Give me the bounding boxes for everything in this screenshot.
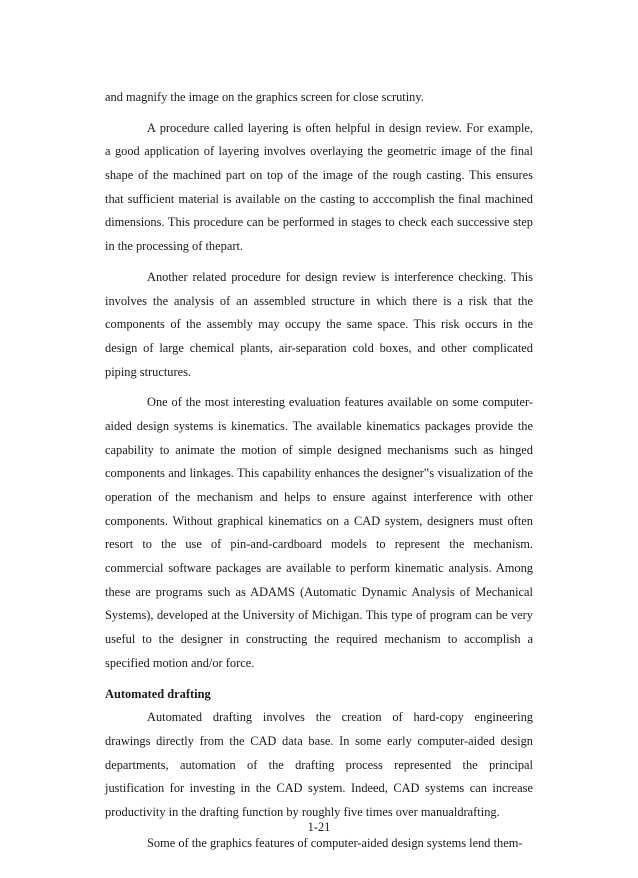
text-line: piping structures. bbox=[105, 364, 192, 379]
text-line: components of the assembly may occupy the same space. This risk occurs in the bbox=[105, 317, 533, 332]
text-line: justification for investing in the CAD system. Indeed, CAD systems can increase bbox=[105, 781, 533, 796]
paragraph-interference bbox=[105, 266, 533, 384]
text-line: a good application of layering involves overlaying the geometric image of the final bbox=[105, 144, 533, 159]
text-line: One of the most interesting evaluation features available on some computer- bbox=[147, 395, 533, 410]
text-line: in the processing of thepart. bbox=[105, 239, 243, 254]
text-line: drawings directly from the CAD data base. In some early computer-aided design bbox=[105, 733, 533, 748]
text-line: Systems), developed at the University of Michigan. This type of program can be very bbox=[105, 608, 533, 623]
text-line: departments, automation of the drafting process represented the principal bbox=[105, 757, 533, 772]
text-line: dimensions. This procedure can be performed in stages to check each successive step bbox=[105, 215, 533, 230]
text-line: resort to the use of pin-and-cardboard models to represent the mechanism. bbox=[105, 537, 533, 552]
paragraph-graphics-features bbox=[105, 832, 533, 856]
text-line: Another related procedure for design review is interference checking. This bbox=[147, 269, 533, 284]
section-automated-drafting bbox=[105, 683, 533, 825]
text-line: components. Without graphical kinematics on a CAD system, designers must often bbox=[105, 513, 533, 528]
text-line: capability to animate the motion of simple designed mechanisms such as hinged bbox=[105, 442, 533, 457]
paragraph-layering bbox=[105, 117, 533, 259]
text-line: A procedure called layering is often helpful in design review. For example, bbox=[147, 120, 533, 135]
text-line: Some of the graphics features of computer-aided design systems lend them- bbox=[147, 835, 523, 850]
page-number: 1-21 bbox=[307, 820, 331, 834]
text-line: productivity in the drafting function by roughly five times over manualdrafting. bbox=[105, 804, 500, 819]
text-line: Automated drafting involves the creation of hard-copy engineering bbox=[147, 710, 533, 725]
paragraph-continuation bbox=[105, 86, 533, 110]
document-page bbox=[105, 86, 533, 855]
text-line: components and linkages. This capability enhances the designer‟s visualization of the bbox=[105, 466, 533, 481]
text-line: aided design systems is kinematics. The available kinematics packages provide the bbox=[105, 418, 533, 433]
text-line: shape of the machined part on top of the image of the rough casting. This ensures bbox=[105, 168, 533, 183]
text-line: operation of the mechanism and helps to ensure against interference with other bbox=[105, 490, 533, 504]
text-line: involves the analysis of an assembled structure in which there is a risk that the bbox=[105, 293, 533, 308]
text-line: commercial software packages are available to perform kinematic analysis. Among bbox=[105, 561, 533, 576]
text-line: these are programs such as ADAMS (Automatic Dynamic Analysis of Mechanical bbox=[105, 584, 533, 599]
text-line: design of large chemical plants, air-separation cold boxes, and other complicated bbox=[105, 340, 533, 355]
text-line: that sufficient material is available on the casting to acccomplish the final machined bbox=[105, 191, 533, 206]
section-heading: Automated drafting bbox=[105, 686, 211, 701]
text-line: useful to the designer in constructing the required mechanism to accomplish a bbox=[105, 632, 533, 647]
text-line: specified motion and/or force. bbox=[105, 655, 255, 670]
text-line: and magnify the image on the graphics screen for close scrutiny. bbox=[105, 90, 424, 104]
paragraph-kinematics bbox=[105, 391, 533, 675]
